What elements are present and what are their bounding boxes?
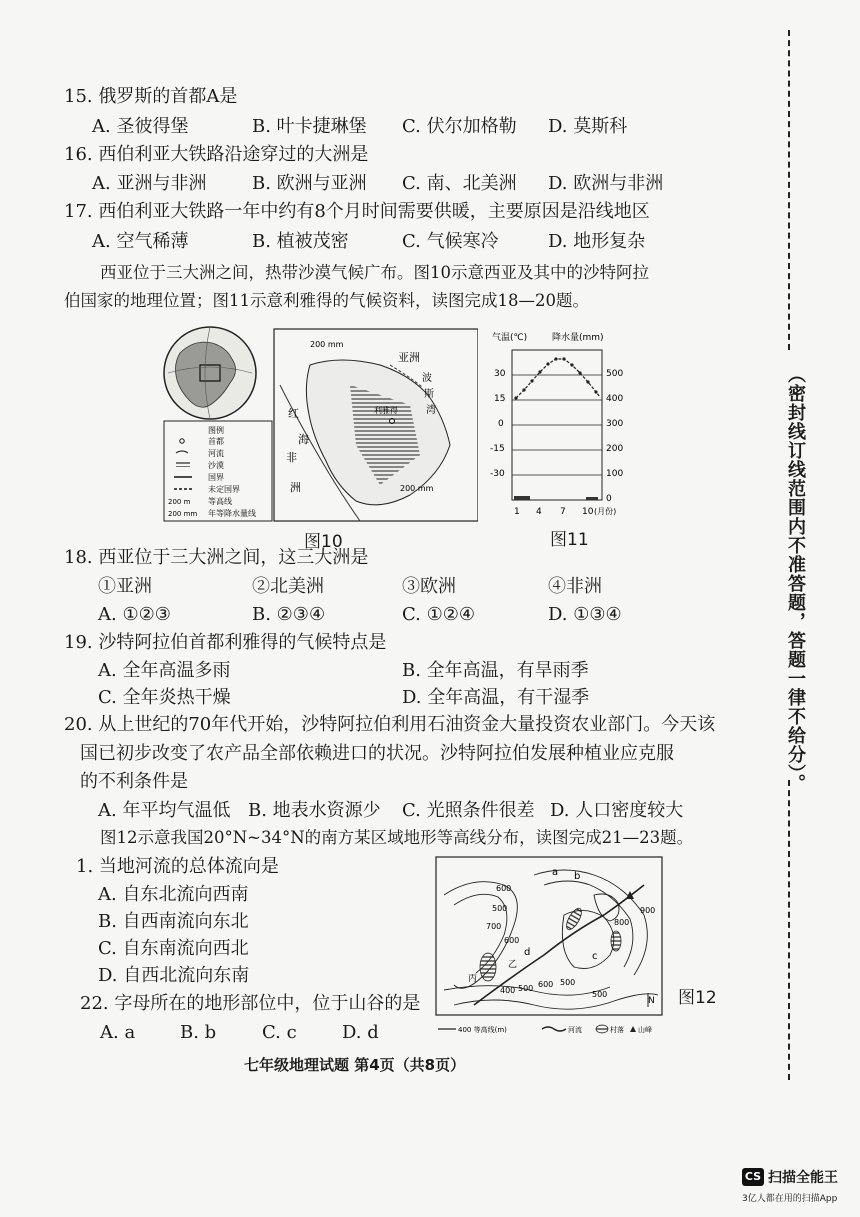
legend-border: 国界 (208, 473, 224, 482)
fig12-letter-d: d (524, 947, 531, 958)
q18-item-2: ②北美洲 (252, 576, 324, 597)
q20-line2: 国已初步改变了农产品全部依赖进口的状况。沙特阿拉伯发展种植业应克服 (80, 743, 674, 764)
q20-line1: 20. 从上世纪的70年代开始，沙特阿拉伯利用石油资金大量投资农业部门。今天该 (64, 714, 716, 735)
legend-precip: 年等降水量线 (208, 509, 256, 518)
q20-option-d: D. 人口密度较大 (550, 800, 684, 821)
fig12-contour-500d: 500 (592, 990, 608, 999)
q18-option-b: B. ②③④ (252, 604, 326, 625)
fig12-contour-700: 700 (486, 922, 502, 931)
figure-10-map (160, 325, 478, 525)
figure-12-contour-map (434, 855, 666, 1040)
fig12-letter-b: b (574, 871, 581, 882)
figure-10-caption: 图10 (304, 532, 343, 552)
label-200mm-top: 200 mm (310, 340, 344, 349)
fig11-right-axis-label: 降水量(mm) (552, 333, 604, 343)
label-riyadh: 利雅得 (374, 406, 398, 415)
q16-option-d: D. 欧洲与非洲 (548, 173, 664, 194)
fig12-letter-c: c (592, 951, 598, 962)
camscanner-name: 扫描全能王 (768, 1170, 838, 1186)
legend-river: 河流 (208, 449, 224, 458)
fig12-letter-a: a (552, 867, 559, 878)
q17-option-c: C. 气候寒冷 (402, 231, 499, 252)
q21-stem: 1. 当地河流的总体流向是 (76, 856, 279, 877)
q16-option-c: C. 南、北美洲 (402, 173, 517, 194)
q15-option-a: A. 圣彼得堡 (92, 116, 189, 137)
label-gulf-3: 湾 (426, 405, 436, 416)
fig11-x-tick-1: 1 (514, 507, 520, 517)
fig11-x-tick-7: 7 (560, 507, 566, 517)
q15-option-d: D. 莫斯科 (548, 116, 628, 137)
intro-18-20-line1: 西亚位于三大洲之间，热带沙漠气候广布。图10示意西亚及其中的沙特阿拉 (100, 263, 649, 282)
figure-12-caption: 图12 (678, 988, 717, 1008)
label-red-1: 红 (288, 407, 299, 420)
arabia-map (274, 329, 478, 521)
q18-item-1: ①亚洲 (98, 576, 152, 597)
q18-item-3: ③欧洲 (402, 576, 456, 597)
q19-option-a: A. 全年高温多雨 (98, 660, 231, 681)
q16-option-a: A. 亚洲与非洲 (92, 173, 207, 194)
q22-option-c: C. c (262, 1022, 297, 1043)
fig12-contour-900: 900 (640, 906, 656, 915)
q20-option-a: A. 年平均气温低 (98, 800, 231, 821)
fig11-left-tick-neg30: -30 (490, 469, 505, 479)
fig11-x-unit: (月份) (594, 507, 617, 516)
q17-option-d: D. 地形复杂 (548, 231, 646, 252)
fig12-place-yi: 乙 (508, 960, 518, 970)
q18-item-4: ④非洲 (548, 576, 602, 597)
q17-option-a: A. 空气稀薄 (92, 231, 189, 252)
fig11-right-tick-300: 300 (606, 419, 624, 429)
q22-option-b: B. b (180, 1022, 217, 1043)
q15-stem: 15. 俄罗斯的首都A是 (64, 86, 238, 107)
q18-option-c: C. ①②④ (402, 604, 475, 625)
fig12-contour-600c: 600 (538, 980, 554, 989)
camscanner-tagline: 3亿人都在用的扫描App (742, 1194, 838, 1204)
figure-11-caption: 图11 (550, 530, 589, 550)
q18-option-a: A. ①②③ (98, 604, 171, 625)
legend-contour: 等高线 (208, 497, 232, 506)
seal-dashed-line-top (788, 30, 790, 350)
fig12-legend-contour: 400 等高线(m) (458, 1026, 507, 1034)
label-africa-1: 非 (286, 451, 297, 464)
q16-option-b: B. 欧洲与亚洲 (252, 173, 367, 194)
fig12-contour-800: 800 (614, 918, 630, 927)
legend-precip-prefix: 200 mm (168, 510, 198, 518)
fig12-contour-600b: 600 (504, 936, 520, 945)
figure-10-legend (164, 421, 272, 521)
legend-title: 图例 (208, 426, 224, 435)
q22-stem: 22. 字母所在的地形部位中，位于山谷的是 (80, 993, 421, 1014)
seal-dashed-line-bottom (788, 780, 790, 1080)
legend-desert: 沙漠 (208, 461, 224, 470)
q17-option-b: B. 植被茂密 (252, 231, 349, 252)
fig12-legend-river: 河流 (568, 1026, 582, 1034)
fig12-contour-600a: 600 (496, 884, 512, 893)
q19-stem: 19. 沙特阿拉伯首都利雅得的气候特点是 (64, 632, 387, 653)
q21-option-b: B. 自西南流向东北 (98, 911, 249, 932)
fig12-contour-500b: 500 (518, 984, 534, 993)
q22-option-d: D. d (342, 1022, 379, 1043)
fig12-place-bing: 丙 (468, 974, 478, 984)
q18-option-d: D. ①③④ (548, 604, 622, 625)
fig11-right-tick-200: 200 (606, 444, 624, 454)
fig12-contour-500c: 500 (560, 978, 576, 987)
legend-disputed-border: 未定国界 (208, 485, 240, 494)
fig12-north: N (648, 996, 655, 1006)
q16-stem: 16. 西伯利亚大铁路沿途穿过的大洲是 (64, 144, 369, 165)
fig11-left-tick-30: 30 (494, 369, 506, 379)
figure-11-climate-chart (478, 328, 638, 518)
legend-contour-prefix: 200 m (168, 498, 191, 506)
fig11-right-tick-500: 500 (606, 369, 624, 379)
label-red-2: 海 (298, 433, 309, 446)
fig11-right-tick-0: 0 (606, 494, 612, 504)
label-200mm-bottom: 200 mm (400, 484, 434, 493)
fig12-legend-village: 村落 (610, 1026, 624, 1034)
label-gulf-2: 斯 (424, 389, 434, 400)
fig11-left-tick-15: 15 (494, 394, 506, 404)
fig12-legend-peak: 山峰 (638, 1026, 652, 1034)
label-africa-2: 洲 (290, 481, 301, 494)
fig12-contour-500a: 500 (492, 904, 508, 913)
q21-option-d: D. 自西北流向东南 (98, 965, 250, 986)
camscanner-logo: CS (742, 1168, 764, 1186)
legend-capital: 首都 (208, 437, 224, 446)
fig11-left-tick-0: 0 (498, 419, 504, 429)
q17-stem: 17. 西伯利亚大铁路一年中约有8个月时间需要供暖，主要原因是沿线地区 (64, 201, 650, 222)
q19-option-b: B. 全年高温，有旱雨季 (402, 660, 589, 681)
seal-line-note: （密封线订线范围内不准答题，答题一律不给分）。 (785, 365, 806, 793)
q20-option-b: B. 地表水资源少 (248, 800, 381, 821)
page-footer: 七年级地理试题 第4页（共8页） (244, 1056, 466, 1074)
q19-option-c: C. 全年炎热干燥 (98, 687, 231, 708)
q20-line3: 的不利条件是 (80, 771, 188, 792)
q21-option-c: C. 自东南流向西北 (98, 938, 249, 959)
intro-21-23: 图12示意我国20°N~34°N的南方某区域地形等高线分布，读图完成21—23题。 (100, 828, 694, 847)
fig11-x-tick-10: 10 (582, 507, 594, 517)
fig12-contour-400: 400 (500, 986, 516, 995)
label-gulf-1: 波 (422, 373, 432, 384)
q20-option-c: C. 光照条件很差 (402, 800, 535, 821)
globe-inset (164, 327, 256, 419)
label-asia: 亚洲 (398, 351, 420, 364)
q21-option-a: A. 自东北流向西南 (98, 884, 249, 905)
fig11-left-axis-label: 气温(℃) (492, 333, 528, 343)
fig11-right-tick-400: 400 (606, 394, 624, 404)
intro-18-20-line2: 伯国家的地理位置；图11示意利雅得的气候资料，读图完成18—20题。 (64, 291, 589, 310)
fig11-x-tick-4: 4 (536, 507, 542, 517)
q19-option-d: D. 全年高温，有干湿季 (402, 687, 590, 708)
fig11-right-tick-100: 100 (606, 469, 624, 479)
q15-option-b: B. 叶卡捷琳堡 (252, 116, 367, 137)
q18-stem: 18. 西亚位于三大洲之间，这三大洲是 (64, 547, 369, 568)
q15-option-c: C. 伏尔加格勒 (402, 116, 517, 137)
fig11-left-tick-neg15: -15 (490, 444, 505, 454)
q22-option-a: A. a (100, 1022, 136, 1043)
